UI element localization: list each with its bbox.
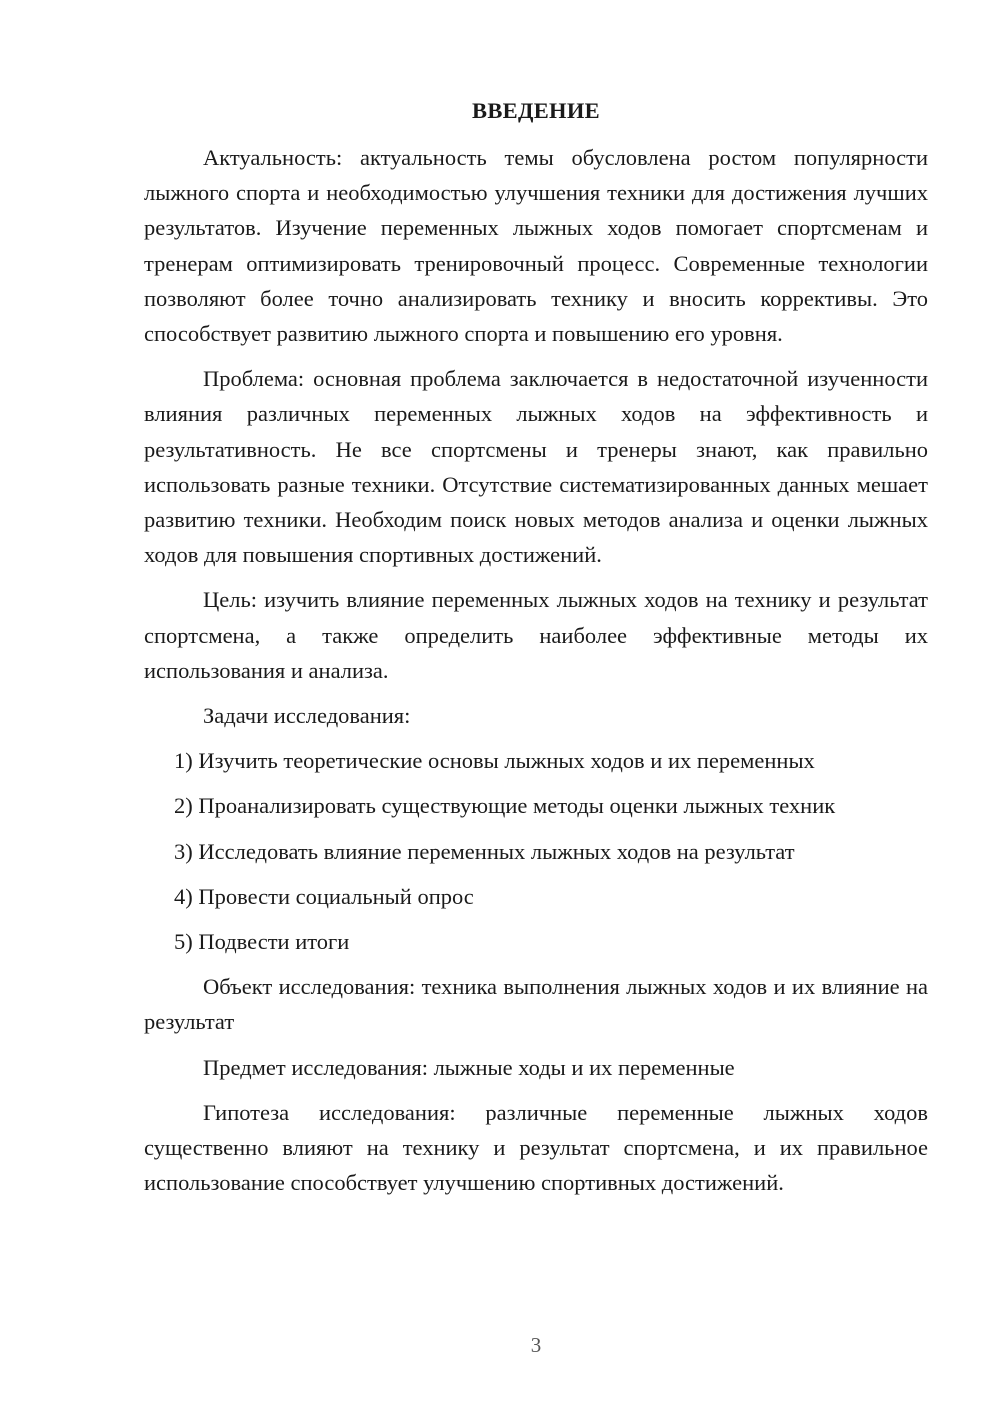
task-item-2: 2) Проанализировать существующие методы оценки лыжных техник	[174, 793, 836, 819]
goal-paragraph: Цель: изучить влияние переменных лыжных ходов на технику и результат спортсмена, а также определить наиболее эффективные методы их использования и анализа.	[144, 587, 928, 683]
task-item-5: 5) Подвести итоги	[174, 929, 350, 955]
document-page	[144, 92, 928, 1210]
hypothesis-paragraph: Гипотеза исследования: различные переменные лыжных ходов существенно влияют на технику и результат спортсмена, и их правильное использование способствует улучшению спортивных достижений.	[144, 1099, 928, 1196]
tasks-heading: Задачи исследования:	[203, 703, 411, 729]
page-number: 3	[530, 1333, 542, 1357]
task-item-4: 4) Провести социальный опрос	[174, 883, 474, 909]
task-item-3: 3) Исследовать влияние переменных лыжных ходов на результат	[174, 838, 795, 864]
subject-paragraph: Предмет исследования: лыжные ходы и их переменные	[203, 1054, 735, 1080]
problem-paragraph: Проблема: основная проблема заключается в недостаточной изученности влияния различных переменных лыжных ходов на эффективность и результативность. Не все спортсмены и тренеры знают, как правильно использовать разные техники. Отсутствие систематизированных данных мешает развитию техники. Необходим поиск новых методов анализа и оценки лыжных ходов для повышения спортивных достижений.	[144, 366, 928, 568]
task-item-1: 1) Изучить теоретические основы лыжных ходов и их переменных	[174, 748, 815, 774]
tasks-list	[144, 743, 928, 959]
relevance-paragraph: Актуальность: актуальность темы обусловлена ростом популярности лыжного спорта и необходимостью улучшения техники для достижения лучших результатов. Изучение переменных лыжных ходов помогает спортсменам и тренерам оптимизировать тренировочный процесс. Современные технологии позволяют более точно анализировать технику и вносить коррективы. Это способствует развитию лыжного спорта и повышению его уровня.	[144, 145, 928, 347]
object-paragraph: Объект исследования: техника выполнения лыжных ходов и их влияние на результат	[144, 974, 928, 1035]
page-title: ВВЕДЕНИЕ	[472, 98, 600, 123]
